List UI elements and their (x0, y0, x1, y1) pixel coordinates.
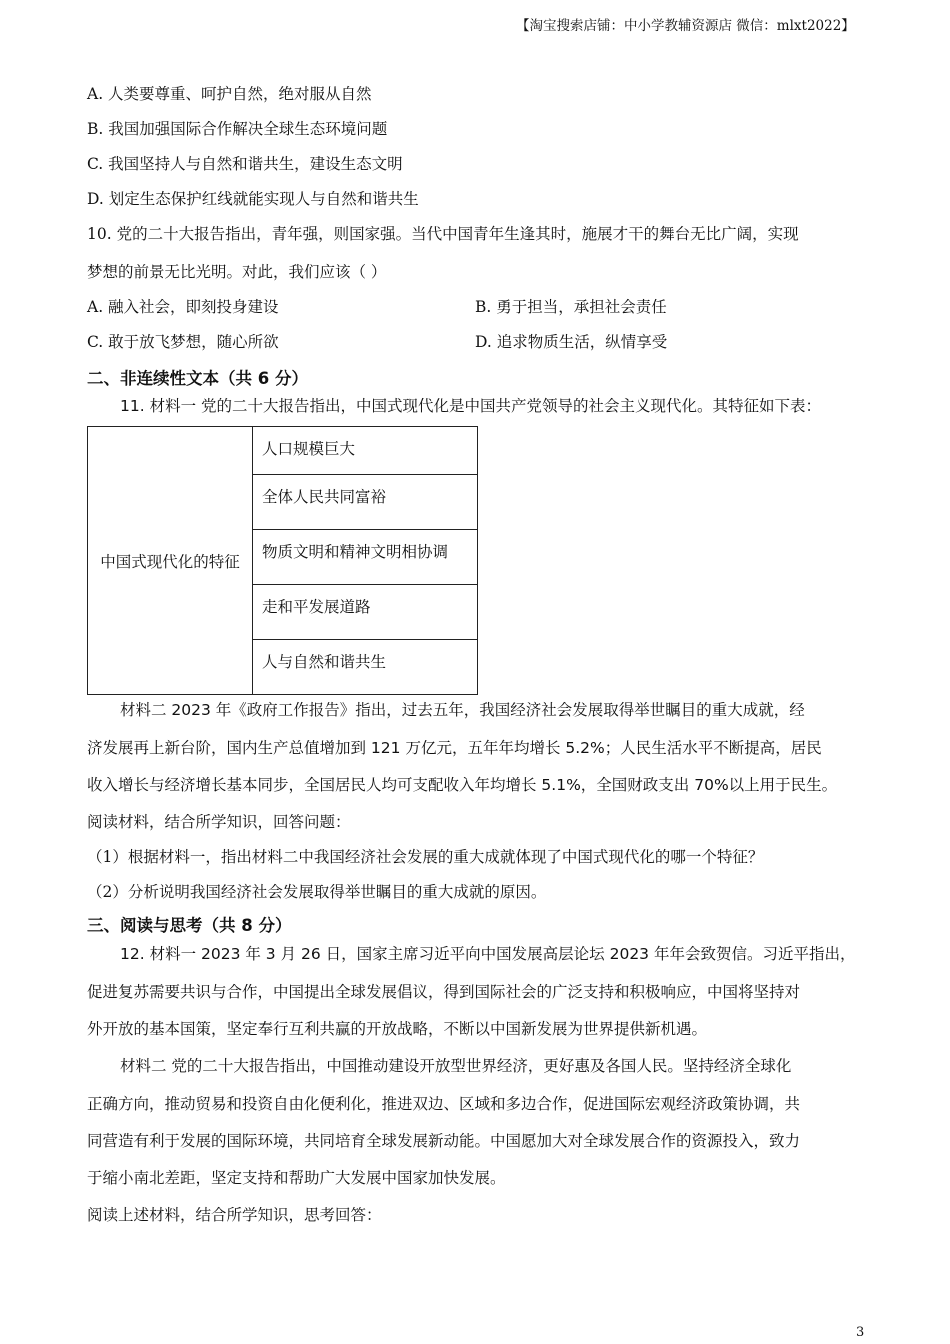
table-feature-cell: 全体人民共同富裕 (253, 475, 478, 530)
section3-heading: 三、阅读与思考（共 8 分） (87, 916, 292, 935)
q12-material2-line: 于缩小南北差距，坚定支持和帮助广大发展中国家加快发展。 (87, 1169, 506, 1187)
q12-material1-line: 外开放的基本国策，坚定奉行互利共赢的开放战略，不断以中国新发展为世界提供新机遇。 (87, 1020, 708, 1038)
q11-intro: 11. 材料一 党的二十大报告指出，中国式现代化是中国共产党领导的社会主义现代化。其特征如下表： (120, 397, 822, 415)
table-feature-cell: 走和平发展道路 (253, 585, 478, 640)
q12-material1-line: 12. 材料一 2023 年 3 月 26 日，国家主席习近平向中国发展高层论坛 2023 年年会致贺信。习近平指出， (120, 945, 856, 963)
q9-option-a: A. 人类要尊重、呵护自然，绝对服从自然 (87, 85, 372, 103)
q9-option-b: B. 我国加强国际合作解决全球生态环境问题 (87, 120, 388, 138)
q10-stem-line2: 梦想的前景无比光明。对此，我们应该（ ） (87, 263, 387, 281)
q10-stem-line1: 10. 党的二十大报告指出，青年强，则国家强。当代中国青年生逢其时，施展才干的舞台无比广阔，实现 (87, 225, 799, 243)
q9-option-d: D. 划定生态保护红线就能实现人与自然和谐共生 (87, 190, 419, 208)
q11-instruction: 阅读材料，结合所学知识，回答问题： (87, 813, 351, 831)
q12-material2-line: 正确方向，推动贸易和投资自由化便利化，推进双边、区域和多边合作，促进国际宏观经济政策协调，共 (87, 1095, 801, 1113)
q11-sub1: （1）根据材料一，指出材料二中我国经济社会发展的重大成就体现了中国式现代化的哪一个特征？ (87, 848, 764, 866)
q11-sub2: （2）分析说明我国经济社会发展取得举世瞩目的重大成就的原因。 (87, 883, 547, 901)
q12-material2-line: 同营造有利于发展的国际环境，共同培育全球发展新动能。中国愿加大对全球发展合作的资源投入，致力 (87, 1132, 801, 1150)
features-table (87, 426, 478, 695)
q12-material1-line: 促进复苏需要共识与合作，中国提出全球发展倡议，得到国际社会的广泛支持和积极响应，中国将坚持对 (87, 983, 801, 1001)
header-note: 【淘宝搜索店铺：中小学教辅资源店 微信：mlxt2022】 (516, 18, 855, 34)
table-feature-cell: 物质文明和精神文明相协调 (253, 530, 478, 585)
material2-line: 收入增长与经济增长基本同步，全国居民人均可支配收入年均增长 5.1%，全国财政支出 70%以上用于民生。 (87, 776, 838, 794)
section2-heading: 二、非连续性文本（共 6 分） (87, 369, 308, 388)
table-feature-cell: 人与自然和谐共生 (253, 640, 478, 695)
q12-instruction: 阅读上述材料，结合所学知识，思考回答： (87, 1206, 382, 1224)
q10-option-c: C. 敢于放飞梦想，随心所欲 (87, 333, 279, 351)
q9-option-c: C. 我国坚持人与自然和谐共生，建设生态文明 (87, 155, 403, 173)
material2-line: 材料二 2023 年《政府工作报告》指出，过去五年，我国经济社会发展取得举世瞩目的重大成就，经 (120, 701, 805, 719)
page-number: 3 (856, 1325, 865, 1340)
q10-option-b: B. 勇于担当，承担社会责任 (475, 298, 667, 316)
q10-option-d: D. 追求物质生活，纵情享受 (475, 333, 668, 351)
q12-material2-line: 材料二 党的二十大报告指出，中国推动建设开放型世界经济，更好惠及各国人民。坚持经济全球化 (120, 1057, 792, 1075)
table-left-label: 中国式现代化的特征 (88, 427, 253, 695)
material2-line: 济发展再上新台阶，国内生产总值增加到 121 万亿元，五年年均增长 5.2%；人民生活水平不断提高，居民 (87, 739, 822, 757)
q10-option-a: A. 融入社会，即刻投身建设 (87, 298, 279, 316)
table-feature-cell: 人口规模巨大 (253, 427, 478, 475)
